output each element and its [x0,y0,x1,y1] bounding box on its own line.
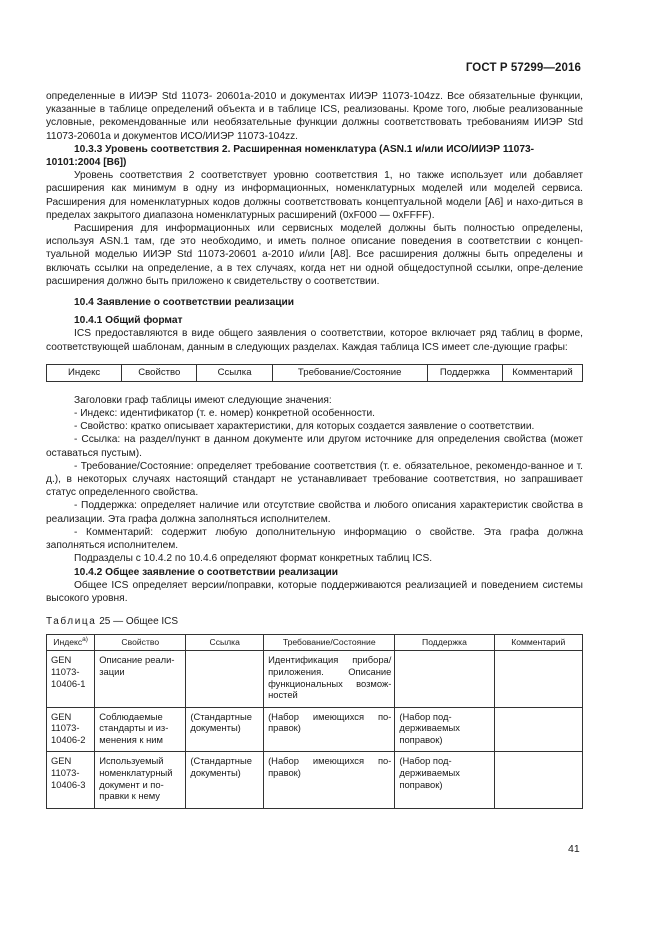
cell-comment [494,752,582,808]
cell-support: (Набор под-держиваемых поправок) [395,752,494,808]
cell-support [395,651,494,707]
table-caption-title: 25 — Общее ICS [99,616,179,628]
cell-reference: (Стандартные документы) [186,752,264,808]
list-item: - Ссылка: на раздел/пункт в данном документе или другом источнике для определения свойства (может оставаться пустым). [46,434,583,459]
cell-comment [494,707,582,752]
list-item: - Требование/Состояние: определяет требование соответствия (т. е. обязательное, рекомендо-ванное и т. д.), в некоторых случаях настоящий стандарт не устанавливает требование соответствия, но запрашивает статус определенного свойства. [46,460,583,499]
cell-requirement: Идентификация прибора/ приложения. Описание функциональных возмож-ностей [264,651,395,707]
table-row [47,651,583,707]
standard-designation: ГОСТ Р 57299—2016 [465,62,581,74]
cell-index: GEN 11073-10406-2 [47,707,95,752]
cell-index: GEN 11073-10406-3 [47,752,95,808]
paragraph: Подразделы с 10.4.2 по 10.4.6 определяют формат конкретных таблиц ICS. [74,553,433,565]
column-requirement: Требование/Состояние [272,364,427,381]
paragraph: Уровень соответствия 2 соответствует уровню соответствия 1, но также использует или добавляет расширения как минимум в одну из информационных, номенклатурных моделей или моделей сервиса. Расширения для номенклатурных кодов должны соответствовать концептуальной модели [A6] и нахо-диться в пределах закрытого диапазона номенклатурных расширений (0xF000 — 0xFFFF). [46,170,583,221]
paragraph: Заголовки граф таблицы имеют следующие значения: [74,394,332,406]
page-body [46,90,583,809]
column-index: Индекс [47,364,122,381]
section-heading-10-3-3: 10.3.3 Уровень соответствия 2. Расширенная номенклатура (ASN.1 и/или ИСО/ИИЭР 11073-10101:2004 [B6]) [46,143,535,169]
cell-property: Соблюдаемые стандарты и из-менения к ним [95,707,186,752]
footnote-marker: а) [82,636,88,644]
column-property: Свойство [122,364,197,381]
header-support: Поддержка [395,635,494,651]
table-row [47,707,583,752]
ics-columns-table [46,364,583,382]
header-index: Индекс$^{а)}$ [47,635,95,651]
list-item: - Индекс: идентификатор (т. е. номер) конкретной особенности. [74,408,375,420]
header-reference: Ссылка [186,635,264,651]
header-requirement: Требование/Состояние [264,635,395,651]
paragraph: Общее ICS определяет версии/поправки, которые поддерживаются реализацией и поведением системы высокого уровня. [46,579,583,604]
list-item: - Свойство: кратко описывает характеристики, для которых создается заявление о соответствии. [74,421,535,433]
cell-reference: (Стандартные документы) [186,707,264,752]
paragraph: ICS предоставляются в виде общего заявления о соответствии, которое включает ряд таблиц в форме, соответствующей шаблонам, данным в следующих разделах. Каждая таблица ICS имеет сле-дующие графы: [46,328,583,353]
paragraph: определенные в ИИЭР Std 11073- 20601a-2010 и документах ИИЭР 11073-104zz. Все обязательные функции, указанные в таблице определений объекта и в таблице ICS, реализованы. Кроме того, любые реализованные условные, рекомендованные или необязательные функции должны соответствовать требованиям ИИЭР Std 11073-20601a и документов ИСО/ИИЭР 11073-104zz. [46,91,583,142]
table-25-general-ics [46,634,583,809]
column-support: Поддержка [427,364,502,381]
cell-comment [494,651,582,707]
header-property: Свойство [95,635,186,651]
cell-support: (Набор под-держиваемых поправок) [395,707,494,752]
table-header-row [47,635,583,651]
cell-property: Используемый номенклатурный документ и по-правки к нему [95,752,186,808]
cell-property: Описание реали-зации [95,651,186,707]
page-number: 41 [568,843,580,855]
list-item: - Поддержка: определяет наличие или отсутствие свойства и любого описания характеристик свойства в реализации. Эта графа должна заполняться исполнителем. [46,500,583,525]
header-comment: Комментарий [494,635,582,651]
section-heading-10-4-2: 10.4.2 Общее заявление о соответствии реализации [74,566,339,578]
paragraph: Расширения для информационных или сервисных моделей должны быть полностью определены, используя ASN.1 там, где это необходимо, и иметь полное описание поведения в соответствии с концеп-туальной моделью ИИЭР Std 11073-20601 a-2010 и/или [A8]. Все расширения должны быть определены и включать ссылки на определение, а в тех случаях, когда нет ни одной общедоступной ссылки, опре-деление расширения должно быть приложено к свидетельству о соответствии. [46,223,583,287]
cell-requirement: (Набор имеющихся по-правок) [264,707,395,752]
list-item: - Комментарий: содержит любую дополнительную информацию о свойстве. Эта графа должна заполняться исполнителем. [46,526,583,552]
column-comment: Комментарий [502,364,582,381]
section-heading-10-4-1: 10.4.1 Общий формат [74,315,183,327]
table-row [47,752,583,808]
table-caption [46,615,583,628]
column-reference: Ссылка [197,364,272,381]
cell-index: GEN 11073-10406-1 [47,651,95,707]
cell-reference [186,651,264,707]
table-caption-label: Таблица [46,616,97,628]
section-heading-10-4: 10.4 Заявление о соответствии реализации [74,297,295,309]
cell-requirement: (Набор имеющихся по-правок) [264,752,395,808]
